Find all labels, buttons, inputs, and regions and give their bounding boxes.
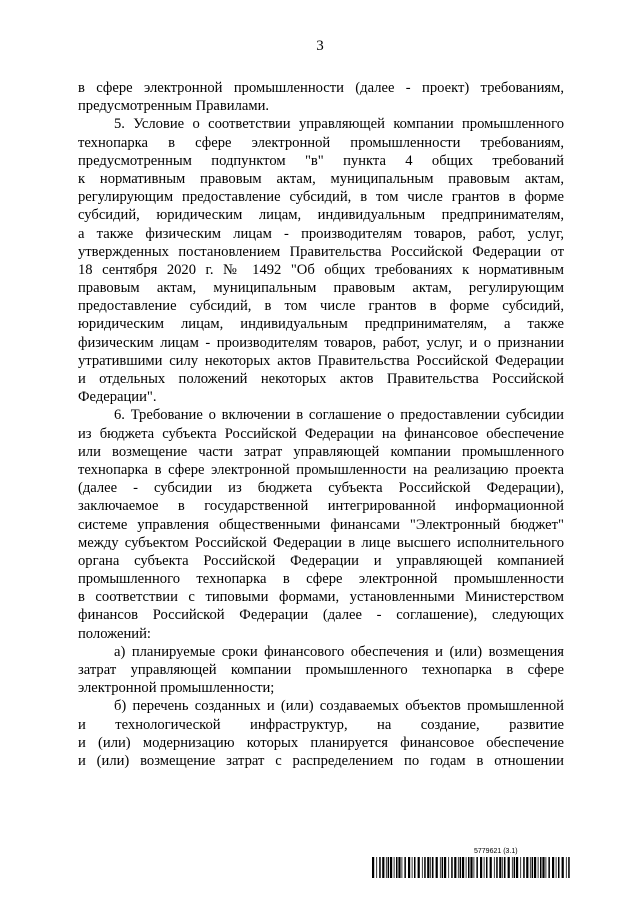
text-line: 5. Условие о соответствии управляющей компании промышленного: [114, 116, 564, 133]
text-line: физическим лицам - производителям товаров, работ, услуг, и о признании: [78, 334, 564, 351]
text-line: субсидий, юридическим лицам, индивидуальным предпринимателям,: [78, 207, 564, 224]
text-line: к нормативным правовым актам, муниципальным правовым актам,: [78, 170, 564, 187]
text-line: 6. Требование о включении в соглашение о предоставлении субсидии: [114, 407, 564, 424]
document-footer: [372, 848, 572, 878]
text-line: а) планируемые сроки финансового обеспечения и (или) возмещения: [114, 643, 564, 660]
text-line: юридическим лицам, индивидуальным предпринимателям, а также: [78, 316, 564, 333]
text-line: и (или) возмещение затрат с распределением по годам в отношении: [78, 752, 564, 769]
text-line: технопарка в сфере электронной промышленности требованиям,: [78, 134, 564, 151]
text-line: промышленного технопарка в сфере электронной промышленности: [78, 571, 564, 588]
text-line: в соответствии с типовыми формами, установленными Министерством: [78, 589, 564, 606]
barcode: [372, 857, 572, 878]
text-line: положений:: [78, 625, 151, 642]
text-line: из бюджета субъекта Российской Федерации на финансовое обеспечение: [78, 425, 564, 442]
text-line: системе управления общественными финансами "Электронный бюджет": [78, 516, 564, 533]
page-number: 3: [316, 38, 324, 54]
text-line: Федерации".: [78, 389, 157, 406]
text-line: утратившими силу некоторых актов Правительства Российской Федерации: [78, 352, 564, 369]
text-line: б) перечень созданных и (или) создаваемых объектов промышленной: [114, 698, 564, 715]
text-line: а также физическим лицам - производителям товаров, работ, услуг,: [78, 225, 564, 242]
text-line: технопарка в сфере электронной промышленности на реализацию проекта: [78, 461, 564, 478]
text-line: органа субъекта Российской Федерации и управляющей компанией: [78, 552, 564, 569]
text-line: электронной промышленности;: [78, 680, 275, 697]
text-line: (далее - субсидии из бюджета субъекта Российской Федерации),: [78, 480, 564, 497]
text-line: в сфере электронной промышленности (далее - проект) требованиям,: [78, 80, 564, 96]
text-line: предусмотренным подпунктом "в" пункта 4 общих требований: [78, 152, 564, 169]
document-code: 5779621 (3.1): [474, 848, 518, 855]
text-line: между субъектом Российской Федерации в лице высшего исполнительного: [78, 534, 564, 551]
text-line: правовым актам, муниципальным правовым актам, регулирующим: [78, 280, 564, 297]
text-line: или возмещение части затрат управляющей компании промышленного: [78, 443, 564, 460]
text-line: 18 сентября 2020 г. № 1492 "Об общих требованиях к нормативным: [78, 261, 564, 278]
text-line: предоставление субсидий, в том числе грантов в форме субсидий,: [78, 298, 564, 315]
text-line: утвержденных постановлением Правительства Российской Федерации от: [78, 243, 564, 260]
document-body: [78, 79, 564, 770]
text-line: регулирующим предоставление субсидий, в том числе грантов в форме: [78, 189, 564, 206]
text-line: финансов Российской Федерации (далее - соглашение), следующих: [78, 607, 564, 624]
text-line: и технологической инфраструктур, на создание, развитие: [78, 716, 564, 733]
text-line: затрат управляющей компании промышленного технопарка в сфере: [78, 662, 564, 678]
text-line: заключаемое в государственной интегрированной информационной: [78, 498, 564, 515]
text-line: предусмотренным Правилами.: [78, 98, 270, 115]
text-line: и (или) модернизацию которых планируется финансовое обеспечение: [78, 734, 564, 751]
text-line: и отдельных положений некоторых актов Правительства Российской: [78, 371, 564, 387]
